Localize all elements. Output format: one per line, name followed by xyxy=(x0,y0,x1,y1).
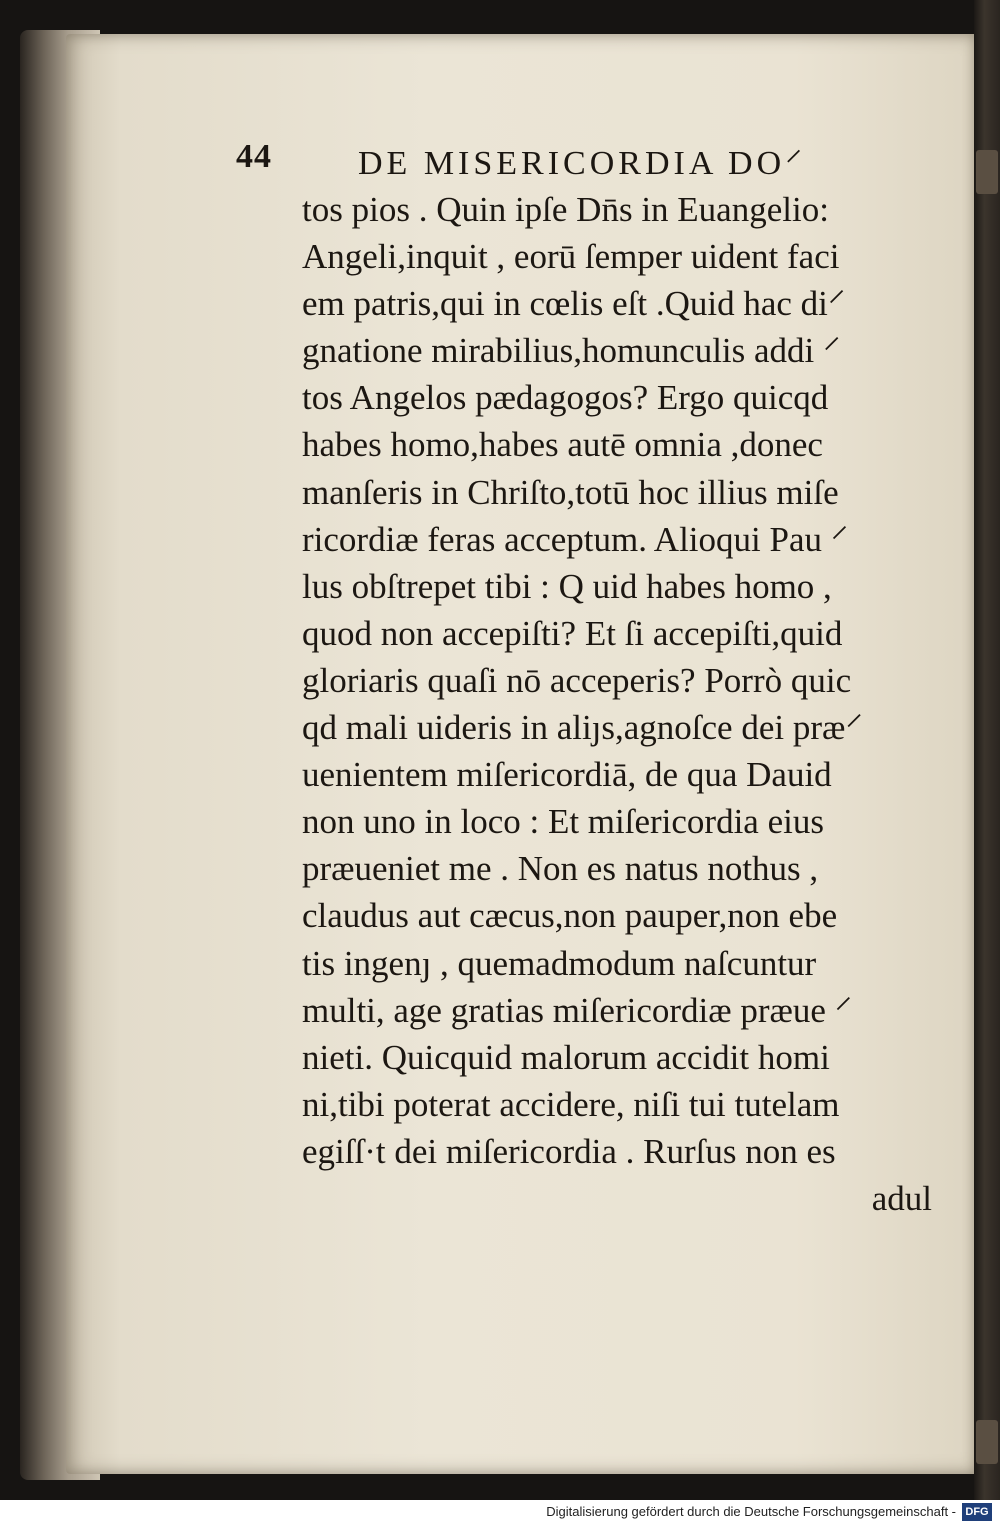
catchword: adul xyxy=(871,1178,932,1218)
text-line: claudus aut cæcus,non pauper,non ebe xyxy=(302,896,838,936)
text-line: ni,tibi poterat accidere, niſi tui tutelam xyxy=(302,1084,840,1124)
text-line: qd mali uideris in aliȷs,agnoſce dei præ⸍ xyxy=(302,708,863,748)
footer-bar xyxy=(0,1500,1000,1525)
text-line: manſeris in Chriſto,totū hoc illius miſe xyxy=(302,472,839,512)
text-line: non uno in loco : Et miſericordia eius xyxy=(302,802,824,842)
funding-credit: Digitalisierung gefördert durch die Deutsche Forschungsgemeinschaft - xyxy=(546,1504,956,1519)
text-line: multi, age gratias miſericordiæ præue ⸍ xyxy=(302,990,853,1030)
page-number: 44 xyxy=(236,138,272,175)
text-line: nieti. Quicquid malorum accidit homi xyxy=(302,1037,830,1077)
text-block xyxy=(236,138,936,1222)
text-line: quod non accepiſti? Et ſi accepiſti,quid xyxy=(302,613,843,653)
text-line: tos pios . Quin ipſe Dn̄s in Euangelio: xyxy=(302,190,829,229)
text-line: habes homo,habes autē omnia ,donec xyxy=(302,425,823,465)
edge-tab xyxy=(976,150,998,194)
dfg-logo: DFG xyxy=(962,1503,992,1521)
text-line: lus obſtrepet tibi : Q uid habes homo , xyxy=(302,566,832,606)
text-line: uenientem miſericordiā, de qua Dauid xyxy=(302,755,832,795)
edge-tab xyxy=(976,1420,998,1464)
text-line: em patris,qui in cœlis eſt .Quid hac di⸍ xyxy=(302,284,846,324)
running-head xyxy=(236,138,936,186)
text-line: ricordiæ feras acceptum. Alioqui Pau ⸍ xyxy=(302,519,849,559)
text-line: gloriaris quaſi nō acceperis? Porrò quic xyxy=(302,660,852,700)
body-text xyxy=(302,186,932,1222)
text-line: egiſſ·t dei miſericordia . Rurſus non es xyxy=(302,1131,836,1171)
running-title: DE MISERICORDIA DO⸍ xyxy=(358,145,807,182)
right-book-edge xyxy=(974,0,1000,1500)
text-line: gnatione mirabilius,homunculis addi ⸍ xyxy=(302,331,841,371)
text-line: tis ingenȷ , quemadmodum naſcuntur xyxy=(302,943,817,983)
text-line: Angeli,inquit , eorū ſemper uident faci xyxy=(302,237,840,277)
text-line: præueniet me . Non es natus nothus , xyxy=(302,849,819,889)
text-line: tos Angelos pædagogos? Ergo quicqd xyxy=(302,378,829,418)
